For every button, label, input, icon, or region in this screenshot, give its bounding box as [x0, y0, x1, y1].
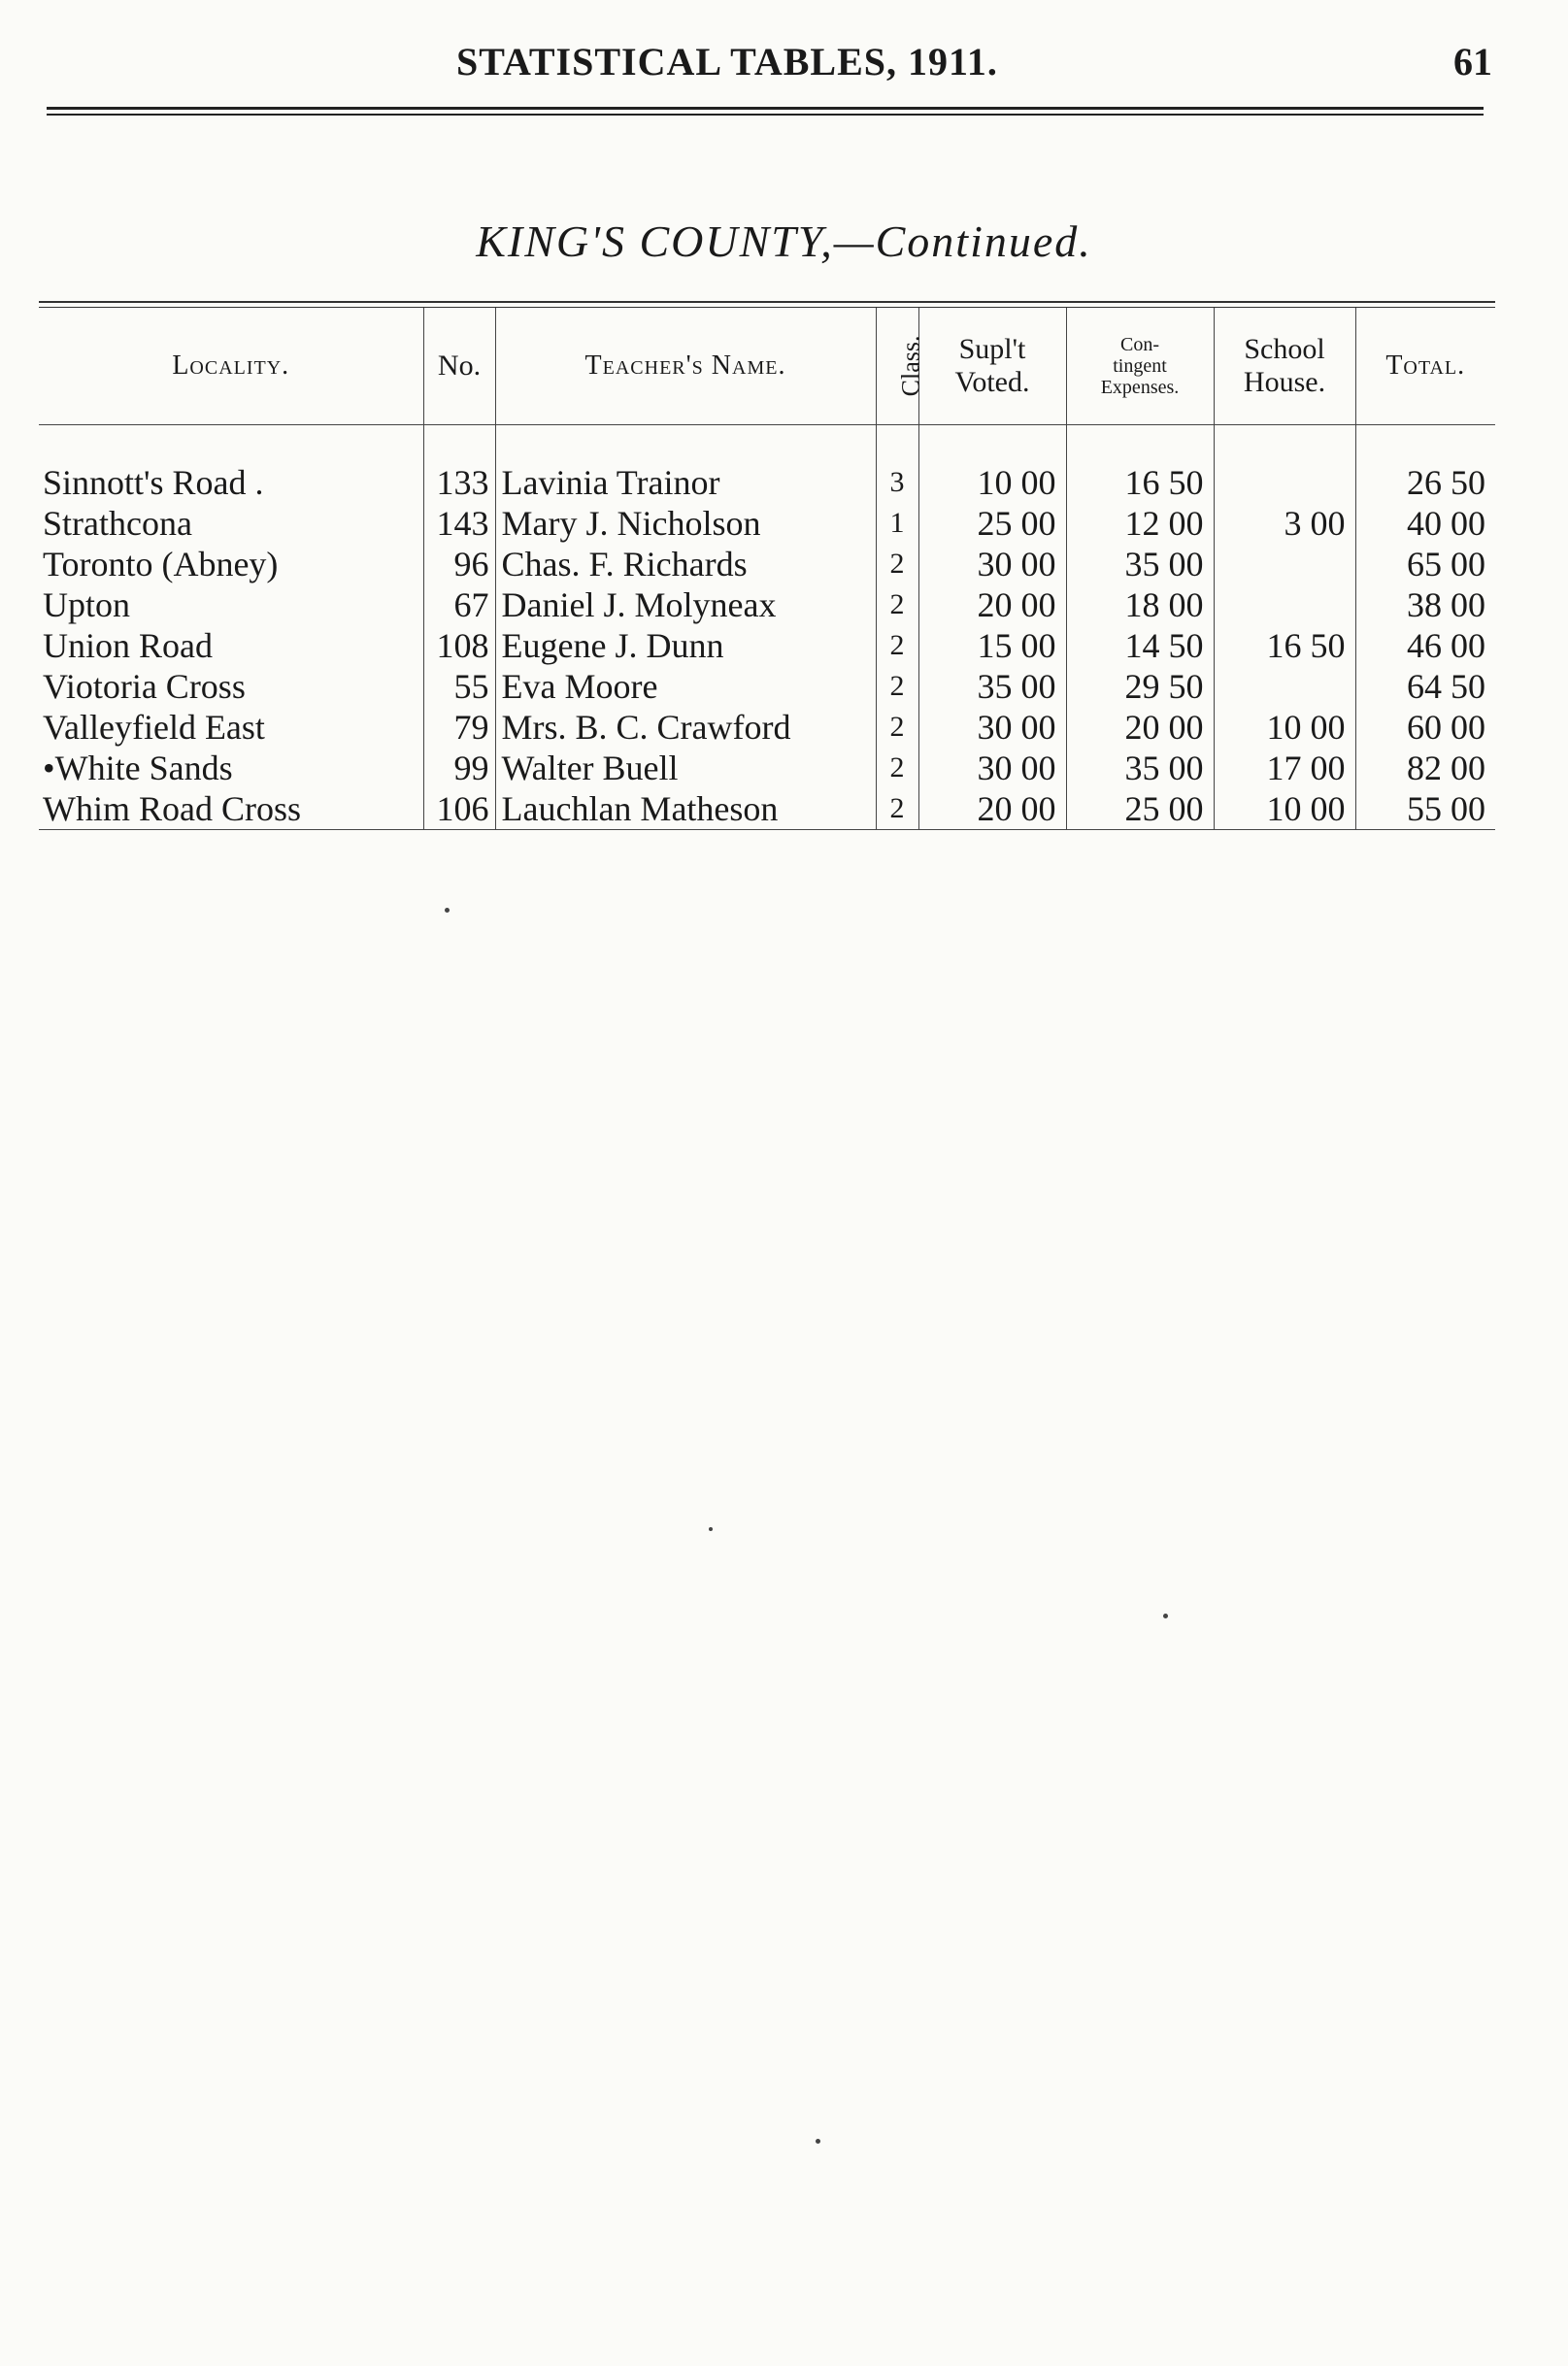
teacher-name-cell: Mrs. B. C. Crawford [495, 707, 876, 748]
suplt-voted-cell: 30 00 [918, 707, 1066, 748]
total-cell: 55 00 [1355, 788, 1495, 830]
statistics-table-container [39, 301, 1495, 830]
school-house-cell: 16 50 [1214, 625, 1355, 666]
contingent-expenses-cell: 35 00 [1066, 748, 1214, 788]
column-header-contingent-expenses: Con- tingent Expenses. [1066, 308, 1214, 425]
section-title: KING'S COUNTY,—Continued. [476, 217, 1092, 266]
contingent-expenses-cell: 16 50 [1066, 462, 1214, 503]
print-speck [1163, 1614, 1168, 1618]
table-row [39, 462, 1495, 503]
school-house-cell: 10 00 [1214, 788, 1355, 830]
total-cell: 65 00 [1355, 544, 1495, 584]
school-house-cell [1214, 666, 1355, 707]
total-cell: 46 00 [1355, 625, 1495, 666]
teacher-name-cell: Walter Buell [495, 748, 876, 788]
locality-cell: Toronto (Abney) [43, 545, 279, 583]
locality-cell: •White Sands [43, 749, 233, 787]
contingent-expenses-cell: 12 00 [1066, 503, 1214, 544]
class-cell: 2 [876, 666, 918, 707]
header-rule-thin [47, 114, 1484, 116]
table-row [39, 503, 1495, 544]
teacher-name-cell: Daniel J. Molyneax [495, 584, 876, 625]
teacher-name-cell: Eugene J. Dunn [495, 625, 876, 666]
teacher-name-cell: Lauchlan Matheson [495, 788, 876, 830]
contingent-expenses-cell: 29 50 [1066, 666, 1214, 707]
suplt-voted-cell: 20 00 [918, 788, 1066, 830]
suplt-voted-cell: 25 00 [918, 503, 1066, 544]
school-house-cell: 3 00 [1214, 503, 1355, 544]
school-house-cell [1214, 544, 1355, 584]
column-header-school-house: School House. [1214, 308, 1355, 425]
table-row [39, 666, 1495, 707]
locality-cell: Strathcona [43, 504, 192, 543]
table-row [39, 788, 1495, 830]
running-title: STATISTICAL TABLES, 1911. [456, 40, 998, 83]
school-house-cell: 10 00 [1214, 707, 1355, 748]
table-row [39, 544, 1495, 584]
class-cell: 2 [876, 788, 918, 830]
page-header [0, 0, 1568, 117]
locality-cell: Whim Road Cross [39, 788, 423, 830]
class-cell: 1 [876, 503, 918, 544]
column-header-suplt-voted: Supl't Voted. [918, 308, 1066, 425]
locality-cell: Upton [43, 585, 130, 624]
table-body [39, 425, 1495, 830]
teacher-name-cell: Chas. F. Richards [495, 544, 876, 584]
total-cell: 82 00 [1355, 748, 1495, 788]
locality-cell: Sinnott's Road . [43, 463, 264, 502]
total-cell: 26 50 [1355, 462, 1495, 503]
suplt-voted-cell: 10 00 [918, 462, 1066, 503]
print-speck [709, 1527, 713, 1531]
school-house-cell [1214, 462, 1355, 503]
column-header-total: Total. [1355, 308, 1495, 425]
class-cell: 2 [876, 625, 918, 666]
class-cell: 2 [876, 748, 918, 788]
suplt-voted-cell: 35 00 [918, 666, 1066, 707]
suplt-voted-cell: 20 00 [918, 584, 1066, 625]
total-cell: 40 00 [1355, 503, 1495, 544]
print-speck [816, 2139, 820, 2144]
class-cell: 2 [876, 584, 918, 625]
column-header-locality: Locality. [39, 308, 423, 425]
contingent-expenses-cell: 20 00 [1066, 707, 1214, 748]
locality-cell: Valleyfield East [43, 708, 265, 747]
class-cell: 2 [876, 707, 918, 748]
table-spacer-row [39, 425, 1495, 463]
column-header-no: No. [423, 308, 495, 425]
total-cell: 64 50 [1355, 666, 1495, 707]
teacher-name-cell: Eva Moore [495, 666, 876, 707]
contingent-expenses-cell: 25 00 [1066, 788, 1214, 830]
column-header-teacher-name: Teacher's Name. [495, 308, 876, 425]
table-row [39, 625, 1495, 666]
statistics-table [39, 308, 1495, 830]
suplt-voted-cell: 30 00 [918, 544, 1066, 584]
suplt-voted-cell: 30 00 [918, 748, 1066, 788]
locality-cell: Union Road [43, 626, 213, 665]
column-header-class: Class. [876, 308, 918, 425]
table-row [39, 748, 1495, 788]
print-speck [445, 908, 450, 913]
school-number-cell: 133 [423, 462, 495, 503]
suplt-voted-cell: 15 00 [918, 625, 1066, 666]
total-cell: 60 00 [1355, 707, 1495, 748]
page-number: 61 [1453, 40, 1492, 83]
school-house-cell [1214, 584, 1355, 625]
contingent-expenses-cell: 14 50 [1066, 625, 1214, 666]
table-top-rule [39, 301, 1495, 303]
school-number-cell: 79 [423, 707, 495, 748]
school-number-cell: 106 [423, 788, 495, 830]
school-number-cell: 55 [423, 666, 495, 707]
school-number-cell: 96 [423, 544, 495, 584]
table-row [39, 707, 1495, 748]
school-number-cell: 99 [423, 748, 495, 788]
school-house-cell: 17 00 [1214, 748, 1355, 788]
table-row [39, 584, 1495, 625]
contingent-expenses-cell: 35 00 [1066, 544, 1214, 584]
school-number-cell: 143 [423, 503, 495, 544]
teacher-name-cell: Mary J. Nicholson [495, 503, 876, 544]
header-rule [47, 107, 1484, 110]
school-number-cell: 108 [423, 625, 495, 666]
class-cell: 3 [876, 462, 918, 503]
total-cell: 38 00 [1355, 584, 1495, 625]
school-number-cell: 67 [423, 584, 495, 625]
class-cell: 2 [876, 544, 918, 584]
locality-cell: Viotoria Cross [43, 667, 246, 706]
teacher-name-cell: Lavinia Trainor [495, 462, 876, 503]
table-header [39, 308, 1495, 425]
contingent-expenses-cell: 18 00 [1066, 584, 1214, 625]
